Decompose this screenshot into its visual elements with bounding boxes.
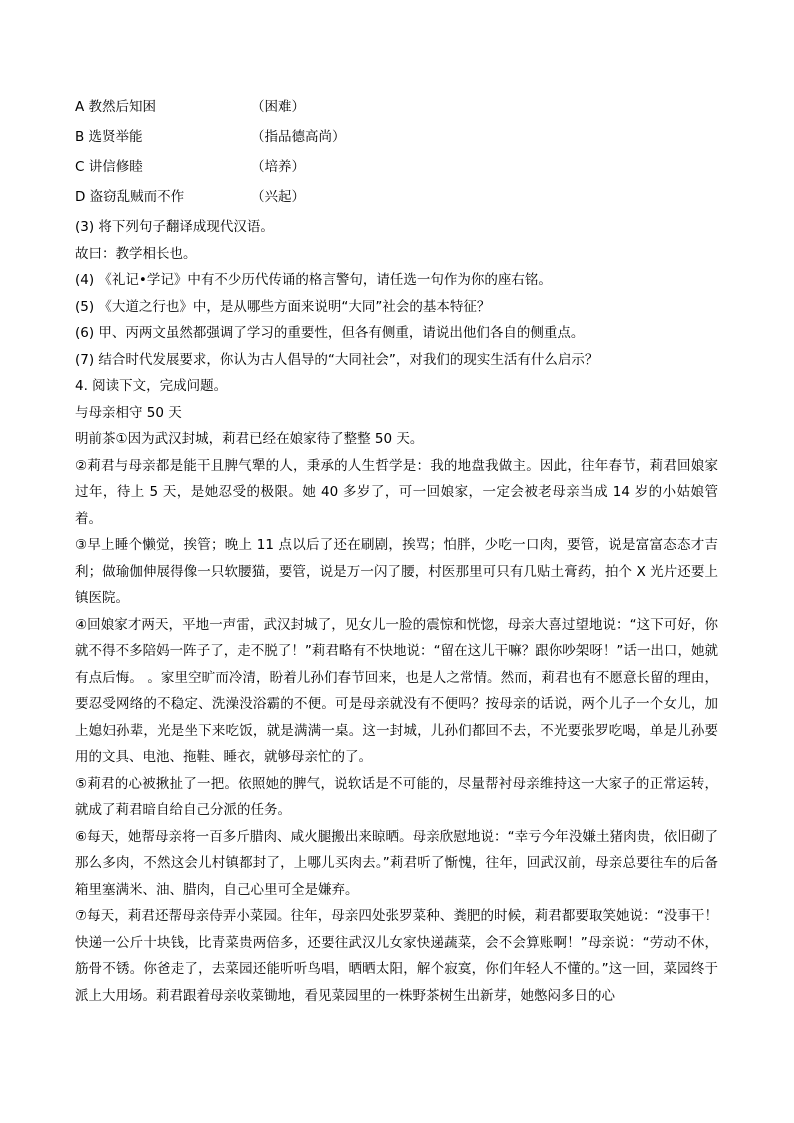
article-title: 与母亲相守 50 天 — [75, 404, 182, 421]
question-5: (5) 《大道之行也》中，是从哪些方面来说明“大同”社会的基本特征？ — [75, 298, 491, 315]
article-paragraph-5: ⑤莉君的心被揪扯了一把。依照她的脾气，说软话是不可能的，尽量帮衬母亲维持这一大家子的正常运转，就成了莉君暗自给自己分派的任务。 — [75, 775, 718, 818]
article-paragraph-1: 明前茶①因为武汉封城，莉君已经在娘家待了整整 50 天。 — [75, 431, 424, 447]
question-6: (6) 甲、丙两文虽然都强调了学习的重要性，但各有侧重，请说出他们各自的侧重点。 — [75, 325, 585, 341]
question-4: (4) 《礼记•学记》中有不少历代传诵的格言警句，请任选一句作为你的座右铭。 — [75, 272, 552, 288]
document-body — [75, 214, 718, 1009]
option-text: C 讲信修睦 — [75, 159, 143, 175]
article-paragraph-6: ⑥每天，她帮母亲将一百多斤腊肉、咸火腿搬出来晾晒。母亲欣慰地说：“幸亏今年没嫌土猪肉贵，依旧砌了那么多肉，不然这会儿村镇都封了，上哪儿买肉去。”莉君听了惭愧，往年，回武汉前，母亲总要往车的后备箱里塞满米、油、腊肉，自己心里可全是嫌弃。 — [75, 828, 718, 898]
question-7: (7) 结合时代发展要求，你认为古人倡导的“大同社会”，对我们的现实生活有什么启示？ — [75, 351, 599, 368]
option-text: D 盗窃乱贼而不作 — [75, 189, 185, 205]
question-3-sentence: 故曰：教学相长也。 — [75, 245, 197, 262]
option-b — [75, 124, 635, 154]
option-gloss: （指品德高尚） — [251, 129, 346, 145]
option-text: B 选贤举能 — [75, 129, 143, 145]
article-paragraph-7: ⑦每天，莉君还帮母亲侍弄小菜园。往年，母亲四处张罗菜种、粪肥的时候，莉君都要取笑她说：“没事干！快递一公斤十块钱，比青菜贵两倍多，还要往武汉儿女家快递蔬菜，会不会算账啊！”母亲说：“劳动不休，筋骨不锈。你爸走了，去菜园还能听听鸟唱，晒晒太阳，解个寂寞，你们年轻人不懂的。”这一回，菜园终于派上大用场。莉君跟着母亲收菜锄地，看见菜园里的一株野茶树生出新芽，她憋闷多日的心 — [75, 908, 718, 1004]
article-paragraph-2: ②莉君与母亲都是能干且脾气犟的人，秉承的人生哲学是：我的地盘我做主。因此，往年春节，莉君回娘家过年，待上 5 天，是她忍受的极限。她 40 多岁了，可一回娘家，一定会被老母亲当成 14 岁的小姑娘管着。 — [75, 457, 718, 527]
article-paragraph-4: ④回娘家才两天，平地一声雷，武汉封城了，见女儿一脸的震惊和恍惚，母亲大喜过望地说：“这下可好，你就不得不多陪妈一阵子了，走不脱了！”莉君略有不快地说：“留在这儿干嘛？跟你吵架呀！”话一出口，她就有点后悔。 。家里空旷而冷清，盼着儿孙们春节回来，也是人之常情。然而，莉君也有不愿意长留的理由，要忍受网络的不稳定、洗澡没浴霸的不便。可是母亲就没有不便吗？按母亲的话说，两个儿子一个女儿，加上媳妇孙辈，光是坐下来吃饭，就是满满一桌。这一封城，儿孙们都回不去，不光要张罗吃喝，单是儿孙要用的文具、电池、拖鞋、睡衣，就够母亲忙的了。 — [75, 616, 718, 765]
answer-options — [75, 94, 635, 214]
question-3: (3) 将下列句子翻译成现代汉语。 — [75, 219, 274, 235]
article-paragraph-3: ③早上睡个懒觉，挨管；晚上 11 点以后了还在刷剧，挨骂；怕胖，少吃一口肉，要管，说是富富态态才吉利；做瑜伽伸展得像一只软腰猫，要管，说是万一闪了腰，村医那里可只有几贴土膏药，拍个 X 光片还要上镇医院。 — [75, 537, 718, 606]
option-gloss: （困难） — [251, 99, 305, 115]
option-gloss: （培养） — [251, 159, 305, 175]
option-d — [75, 184, 635, 214]
option-text: A 教然后知困 — [75, 99, 157, 115]
section-heading: 4. 阅读下文，完成问题。 — [75, 378, 228, 394]
option-c — [75, 154, 635, 184]
option-gloss: （兴起） — [251, 189, 305, 205]
option-a — [75, 94, 635, 124]
